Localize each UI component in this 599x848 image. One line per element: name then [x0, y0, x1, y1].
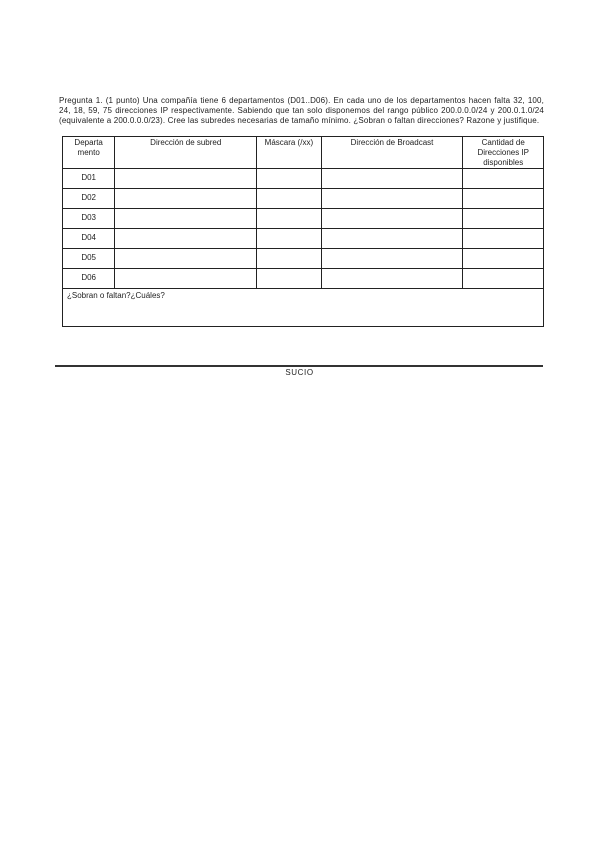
row-department: D02 — [63, 189, 115, 209]
row-department: D05 — [63, 249, 115, 269]
header-subred: Dirección de subred — [115, 137, 257, 169]
cell-mascara[interactable] — [257, 189, 321, 209]
cell-subred[interactable] — [115, 269, 257, 289]
cell-cantidad[interactable] — [463, 269, 544, 289]
cell-mascara[interactable] — [257, 209, 321, 229]
cell-broadcast[interactable] — [321, 189, 463, 209]
answer-cell[interactable]: ¿Sobran o faltan?¿Cuáles? — [63, 289, 544, 327]
answer-row — [63, 289, 544, 327]
divider-line — [55, 365, 543, 367]
cell-cantidad[interactable] — [463, 209, 544, 229]
cell-subred[interactable] — [115, 189, 257, 209]
table-row — [63, 169, 544, 189]
header-broadcast: Dirección de Broadcast — [321, 137, 463, 169]
row-department: D01 — [63, 169, 115, 189]
cell-subred[interactable] — [115, 229, 257, 249]
header-departamento: Departa mento — [63, 137, 115, 169]
cell-mascara[interactable] — [257, 269, 321, 289]
table-row — [63, 249, 544, 269]
cell-cantidad[interactable] — [463, 169, 544, 189]
row-department: D03 — [63, 209, 115, 229]
cell-cantidad[interactable] — [463, 249, 544, 269]
cell-subred[interactable] — [115, 169, 257, 189]
table-header-row — [63, 137, 544, 169]
table-row — [63, 229, 544, 249]
cell-broadcast[interactable] — [321, 249, 463, 269]
cell-broadcast[interactable] — [321, 229, 463, 249]
cell-subred[interactable] — [115, 209, 257, 229]
cell-mascara[interactable] — [257, 249, 321, 269]
cell-broadcast[interactable] — [321, 209, 463, 229]
table-row — [63, 189, 544, 209]
header-cantidad: Cantidad de Direcciones IP disponibles — [463, 137, 544, 169]
cell-subred[interactable] — [115, 249, 257, 269]
cell-cantidad[interactable] — [463, 189, 544, 209]
cell-mascara[interactable] — [257, 229, 321, 249]
cell-cantidad[interactable] — [463, 229, 544, 249]
table-row — [63, 209, 544, 229]
row-department: D06 — [63, 269, 115, 289]
question-text: Pregunta 1. (1 punto) Una compañía tiene 6 departamentos (D01..D06). En cada uno de los departamentos hacen falta 32, 100, 24, 18, 59, 75 direcciones IP respectivamente. Sabiendo que tan solo disponemos del rango público 200.0.0.0/24 y 200.0.1.0/24 (equivalente a 200.0.0.0/23). Cree las subredes necesarias de tamaño mínimo. ¿Sobran o faltan direcciones? Razone y justifique. — [59, 96, 544, 126]
sucio-label: SUCIO — [285, 368, 314, 377]
cell-broadcast[interactable] — [321, 269, 463, 289]
cell-mascara[interactable] — [257, 169, 321, 189]
cell-broadcast[interactable] — [321, 169, 463, 189]
table-row — [63, 269, 544, 289]
row-department: D04 — [63, 229, 115, 249]
subnet-table — [62, 136, 544, 327]
header-mascara: Máscara (/xx) — [257, 137, 321, 169]
